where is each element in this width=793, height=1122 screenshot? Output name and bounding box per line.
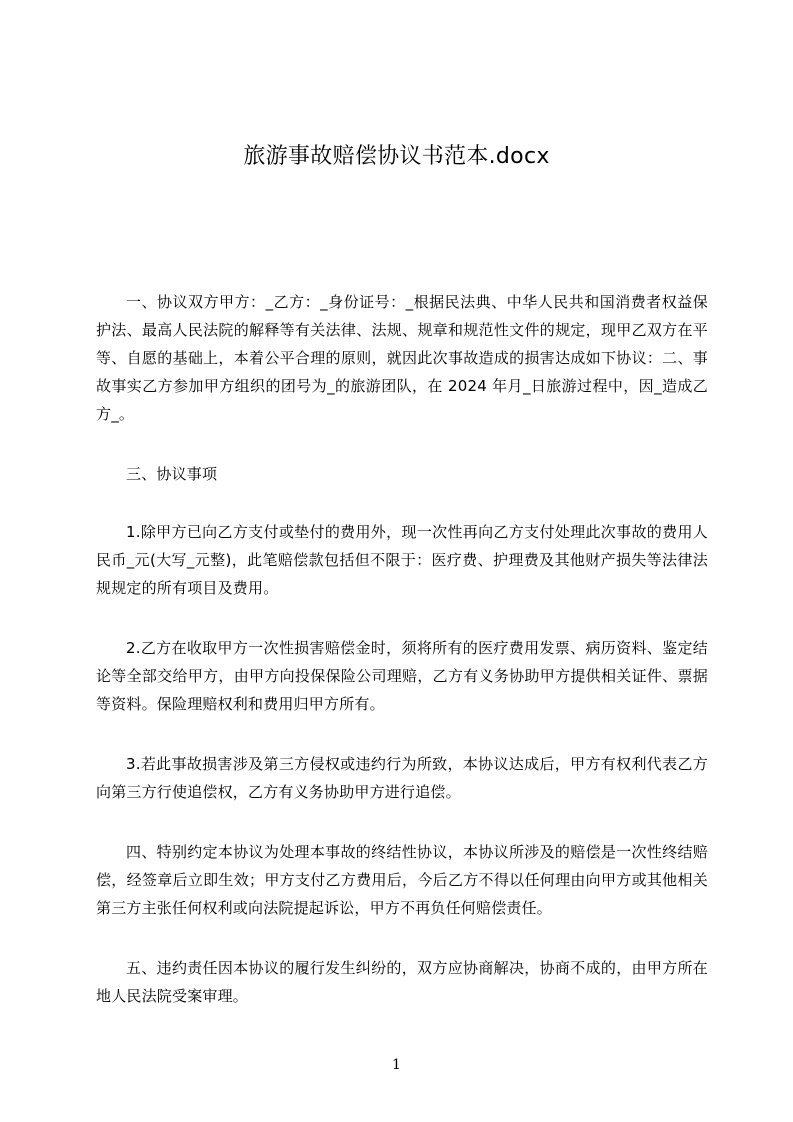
document-title: 旅游事故赔偿协议书范本.docx (243, 144, 550, 169)
paragraph-liability: 五、违约责任因本协议的履行发生纠纷的，双方应协商解决，协商不成的，由甲方所在地人民法院受案审理。 (96, 959, 708, 1005)
paragraph-special-terms: 四、特别约定本协议为处理本事故的终结性协议，本协议所涉及的赔偿是一次性终结赔偿，经签章后立即生效；甲方支付乙方费用后，今后乙方不得以任何理由向甲方或其他相关第三方主张任何权利或向法院提起诉讼，甲方不再负任何赔偿责任。 (96, 843, 708, 917)
paragraph-item-2: 2.乙方在收取甲方一次性损害赔偿金时，须将所有的医疗费用发票、病历资料、鉴定结论等全部交给甲方，由甲方向投保保险公司理赔，乙方有义务协助甲方提供相关证件、票据等资料。保险理赔权利和费用归甲方所有。 (96, 639, 708, 713)
page-number: 1 (392, 1057, 401, 1073)
section-heading-agreement-items: 三、协议事项 (126, 465, 218, 483)
document-body (96, 288, 708, 1042)
paragraph-item-1: 1.除甲方已向乙方支付或垫付的费用外，现一次性再向乙方支付处理此次事故的费用人民币_元(大写_元整)，此笔赔偿款包括但不限于：医疗费、护理费及其他财产损失等法律法规规定的所有项目及费用。 (96, 523, 708, 597)
paragraph-parties-and-facts: 一、协议双方甲方：_乙方：_身份证号：_根据民法典、中华人民共和国消费者权益保护法、最高人民法院的解释等有关法律、法规、规章和规范性文件的规定，现甲乙双方在平等、自愿的基础上，本着公平合理的原则，就因此次事故造成的损害达成如下协议：二、事故事实乙方参加甲方组织的团号为_的旅游团队，在 2024 年月_日旅游过程中，因_造成乙方_。 (96, 293, 708, 423)
paragraph-item-3: 3.若此事故损害涉及第三方侵权或违约行为所致，本协议达成后，甲方有权利代表乙方向第三方行使追偿权，乙方有义务协助甲方进行追偿。 (96, 755, 708, 801)
